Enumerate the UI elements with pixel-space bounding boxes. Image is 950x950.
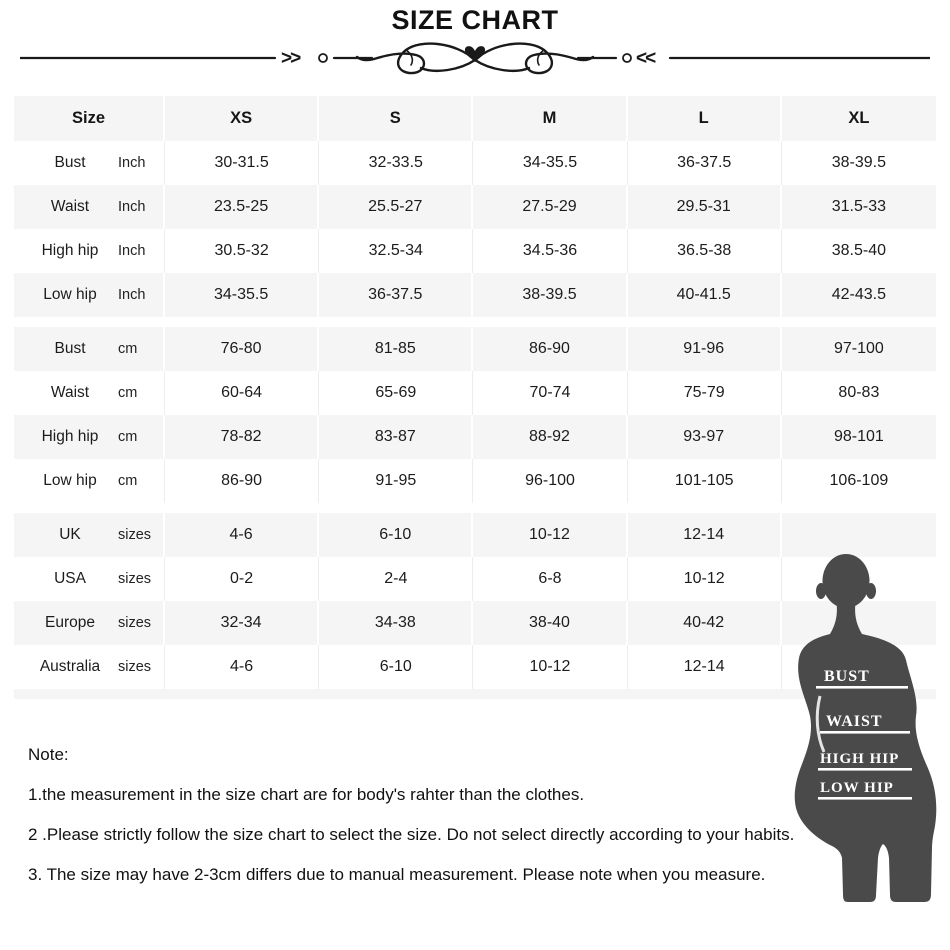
column-header-s: S — [319, 96, 473, 141]
size-cell: 88-92 — [473, 415, 627, 459]
note-item: 3. The size may have 2-3cm differs due to manual measurement. Please note when you measure. — [28, 865, 766, 884]
waist-underline — [820, 731, 910, 734]
size-cell: 75-79 — [628, 371, 782, 415]
size-cell: 81-85 — [319, 327, 473, 371]
unit-label: cm — [118, 429, 138, 445]
body-silhouette — [786, 538, 938, 910]
size-cell: 10-12 — [628, 557, 782, 601]
size-cell: 40-42 — [628, 601, 782, 645]
size-cell: 31.5-33 — [831, 198, 887, 215]
region-label: USA — [54, 570, 86, 587]
size-cell: 96-100 — [473, 459, 627, 503]
size-cell: 10-12 — [473, 513, 627, 557]
size-cell: 2-4 — [319, 557, 473, 601]
high-hip-label: HIGH HIP — [820, 751, 900, 767]
unit-label: sizes — [118, 615, 152, 631]
unit-label: sizes — [118, 659, 152, 675]
row-label-cell — [14, 141, 165, 185]
column-header-xs: XS — [165, 96, 319, 141]
size-cell: 76-80 — [165, 327, 319, 371]
size-cell: 30.5-32 — [165, 229, 319, 273]
row-label-cell — [14, 185, 165, 229]
note-item: 2 .Please strictly follow the size chart to select the size. Do not select directly according to your habits. — [28, 825, 795, 844]
region-label: Europe — [45, 614, 95, 631]
measure-label: High hip — [41, 428, 99, 445]
size-cell: 36.5-38 — [628, 229, 782, 273]
unit-label: Inch — [118, 155, 146, 171]
table-row — [14, 459, 936, 503]
size-cell: 32.5-34 — [319, 229, 473, 273]
table-header-row — [14, 96, 936, 141]
size-cell: 27.5-29 — [473, 185, 627, 229]
region-label: Australia — [39, 658, 101, 675]
unit-label: cm — [118, 341, 138, 357]
measure-label: Low hip — [43, 286, 97, 303]
size-cell: 38-39.5 — [473, 273, 627, 317]
heart-icon — [465, 46, 485, 62]
table-group-inch — [14, 141, 936, 317]
measure-label: Waist — [50, 198, 90, 215]
low-hip-underline — [818, 797, 912, 800]
size-cell: 91-95 — [319, 459, 473, 503]
size-cell: 12-14 — [628, 645, 782, 689]
size-cell: 0-2 — [165, 557, 319, 601]
table-row — [14, 141, 936, 185]
size-cell: 101-105 — [628, 459, 782, 503]
row-label-cell — [14, 273, 165, 317]
unit-label: Inch — [118, 199, 146, 215]
size-cell: 6-10 — [319, 513, 473, 557]
size-cell: 42-43.5 — [831, 286, 887, 303]
divider-chevrons-left: >> — [281, 48, 300, 69]
row-label-cell — [14, 513, 165, 557]
note-item: 1.the measurement in the size chart are for body's rahter than the clothes. — [28, 785, 585, 804]
size-cell: 34-35.5 — [165, 273, 319, 317]
row-label-cell — [14, 557, 165, 601]
size-cell: 70-74 — [473, 371, 627, 415]
size-cell: 25.5-27 — [319, 185, 473, 229]
measure-label: High hip — [41, 242, 99, 259]
row-label-cell — [14, 601, 165, 645]
bust-label: BUST — [824, 668, 870, 685]
measure-label: Low hip — [43, 472, 97, 489]
flourish-divider — [20, 40, 930, 76]
page-title: SIZE CHART — [391, 5, 559, 35]
size-cell: 23.5-25 — [165, 185, 319, 229]
high-hip-underline — [818, 768, 912, 771]
divider-ring-right — [623, 54, 631, 62]
table-row — [14, 415, 936, 459]
size-cell: 30-31.5 — [165, 141, 319, 185]
measure-label: Waist — [50, 384, 90, 401]
unit-label: Inch — [118, 287, 146, 303]
column-header-l: L — [628, 96, 782, 141]
table-group-cm — [14, 327, 936, 503]
size-cell: 10-12 — [473, 645, 627, 689]
bust-underline — [816, 686, 908, 689]
column-header-size: Size — [14, 96, 165, 141]
size-cell: 98-101 — [833, 428, 884, 445]
size-cell: 4-6 — [165, 645, 319, 689]
group-gap — [14, 317, 936, 327]
measure-label: Bust — [54, 154, 86, 171]
group-gap — [14, 503, 936, 513]
size-cell: 38-40 — [473, 601, 627, 645]
table-row — [14, 327, 936, 371]
size-cell: 93-97 — [628, 415, 782, 459]
size-cell: 36-37.5 — [628, 141, 782, 185]
column-header-xl: XL — [848, 109, 870, 127]
size-cell: 32-33.5 — [319, 141, 473, 185]
size-cell: 40-41.5 — [628, 273, 782, 317]
size-cell: 97-100 — [833, 340, 884, 357]
row-label-cell — [14, 645, 165, 689]
measure-label: Bust — [54, 340, 86, 357]
size-cell: 29.5-31 — [628, 185, 782, 229]
unit-label: sizes — [118, 527, 152, 543]
row-label-cell — [14, 327, 165, 371]
row-label-cell — [14, 371, 165, 415]
size-cell: 34.5-36 — [473, 229, 627, 273]
column-header-m: M — [473, 96, 627, 141]
table-row — [14, 371, 936, 415]
size-cell: 78-82 — [165, 415, 319, 459]
notes-heading: Note: — [28, 745, 69, 764]
unit-label: Inch — [118, 243, 146, 259]
size-cell: 36-37.5 — [319, 273, 473, 317]
size-cell: 86-90 — [165, 459, 319, 503]
size-cell: 60-64 — [165, 371, 319, 415]
size-cell: 83-87 — [319, 415, 473, 459]
table-row — [14, 185, 936, 229]
row-label-cell — [14, 415, 165, 459]
size-cell: 34-38 — [319, 601, 473, 645]
size-cell: 38.5-40 — [831, 242, 887, 259]
size-cell: 86-90 — [473, 327, 627, 371]
unit-label: cm — [118, 473, 138, 489]
table-row — [14, 229, 936, 273]
size-cell: 32-34 — [165, 601, 319, 645]
row-label-cell — [14, 459, 165, 503]
size-cell: 80-83 — [838, 384, 880, 401]
waist-label: WAIST — [826, 713, 883, 730]
size-cell: 34-35.5 — [473, 141, 627, 185]
divider-ring-left — [319, 54, 327, 62]
table-row — [14, 273, 936, 317]
size-cell: 6-10 — [319, 645, 473, 689]
size-cell: 6-8 — [473, 557, 627, 601]
size-cell: 65-69 — [319, 371, 473, 415]
region-label: UK — [59, 526, 81, 543]
divider-chevrons-right: << — [636, 48, 655, 69]
unit-label: sizes — [118, 571, 152, 587]
size-cell: 91-96 — [628, 327, 782, 371]
size-cell: 106-109 — [829, 472, 889, 489]
size-cell: 4-6 — [165, 513, 319, 557]
low-hip-label: LOW HIP — [820, 780, 894, 796]
size-cell: 12-14 — [628, 513, 782, 557]
row-label-cell — [14, 229, 165, 273]
flourish-ornament — [357, 44, 593, 73]
size-cell: 38-39.5 — [831, 154, 887, 171]
unit-label: cm — [118, 385, 138, 401]
silhouette-body — [795, 598, 937, 902]
